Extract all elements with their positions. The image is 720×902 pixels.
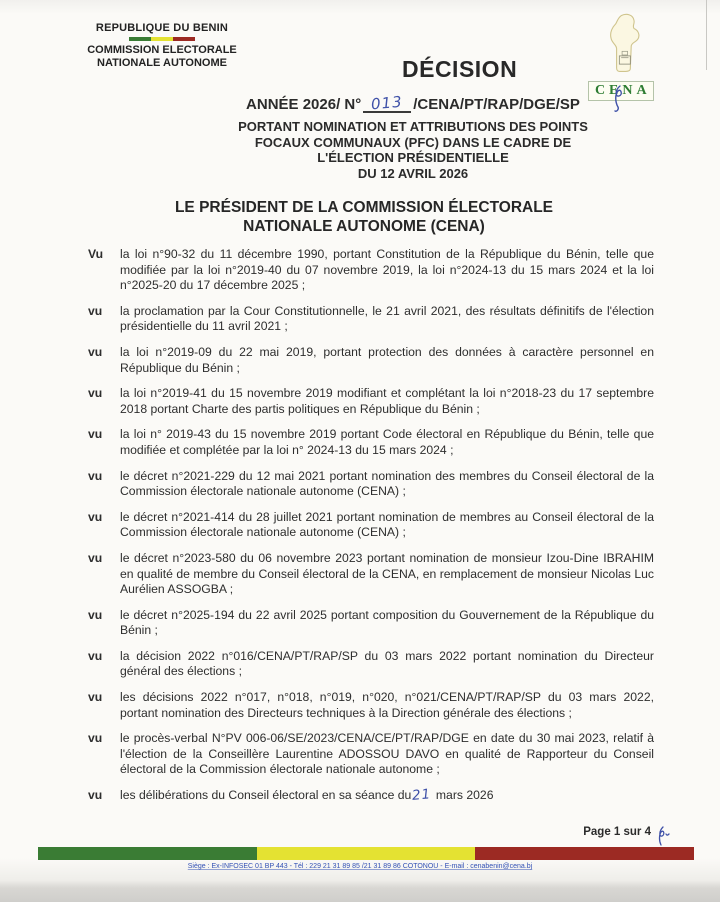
vu-label: vu xyxy=(88,344,103,359)
vu-text: le procès-verbal N°PV 006-06/SE/2023/CENA/CE/PT/RAP/DGE en date du 30 mai 2023, relatif à l'élection de la Conseillère Laurentine ADOSSOU DAVO en qualité de Rapporteur du Conseil électoral de la Commission électorale nationale autonome ; xyxy=(120,731,654,777)
footer-contact-line: Siège : Ex-INFOSEC 01 BP 443 - Tél : 229 21 31 89 85 /21 31 89 86 COTONOU - E-mail : cenabenin@cena.bj xyxy=(187,863,533,870)
vu-text: le décret n°2021-229 du 12 mai 2021 portant nomination des membres du Conseil électoral de la Commission électorale nationale autonome (CENA) ; xyxy=(120,468,654,499)
vu-text: la proclamation par la Cour Constitutionnelle, le 21 avril 2021, des résultats définitifs de l'élection présidentielle du 11 avril 2021 ; xyxy=(120,303,654,334)
vu-clause xyxy=(88,731,654,778)
vu-text: le décret n°2023-580 du 06 novembre 2023 portant nomination de monsieur Izou-Dine IBRAHIM en qualité de membre du Conseil électoral de la CENA, en remplacement de monsieur Nicolas Luc Aurélien ASSOGBA ; xyxy=(120,550,654,597)
republic-title: REPUBLIQUE DU BENIN xyxy=(95,22,229,34)
vu-clause xyxy=(88,386,654,417)
vu-clause xyxy=(88,304,654,335)
vu-clause xyxy=(88,788,654,804)
page-number-label: Page 1 sur 4 xyxy=(583,826,651,838)
vu-label: vu xyxy=(88,648,103,663)
vu-clause xyxy=(88,510,654,541)
flag-red-segment xyxy=(173,37,195,41)
decision-number-line xyxy=(168,92,658,114)
handwritten-date: 21 xyxy=(411,786,433,804)
vu-text: les décisions 2022 n°017, n°018, n°019, n°020, n°021/CENA/PT/RAP/SP du 03 mars 2022, portant nomination des Directeurs techniques à la Direction générale des élections ; xyxy=(120,690,654,720)
flag-yellow-segment xyxy=(151,37,173,41)
scan-edge-artifact xyxy=(706,0,707,70)
vu-label: vu xyxy=(88,607,103,622)
subject-line: L'ÉLECTION PRÉSIDENTIELLE xyxy=(317,150,509,166)
document-type-title: DÉCISION xyxy=(402,56,518,82)
vu-text: la loi n°90-32 du 11 décembre 1990, portant Constitution de la République du Bénin, telle que modifiée par la loi n°2019-40 du 07 novembre 2019, la loi n°2024-13 du 15 mars 2024 et la loi n°2025-20 du 17 décembre 2025 ; xyxy=(120,247,654,293)
vu-label: vu xyxy=(88,427,103,442)
decision-number-suffix: /CENA/PT/RAP/DGE/SP xyxy=(413,96,580,113)
subject-line: PORTANT NOMINATION ET ATTRIBUTIONS DES POINTS xyxy=(238,119,588,134)
benin-flag-bar-small xyxy=(129,37,195,41)
flag-yellow-segment xyxy=(257,847,476,860)
vu-text: le décret n°2021-414 du 28 juillet 2021 portant nomination de membres au Conseil électoral de la Commission électorale nationale autonome (CENA) ; xyxy=(120,509,654,540)
vu-label: vu xyxy=(88,509,103,524)
vu-label: vu xyxy=(88,690,103,705)
handwritten-decision-number: 013 xyxy=(370,92,404,114)
vu-text: le décret n°2025-194 du 22 avril 2025 portant composition du Gouvernement de la République du Bénin ; xyxy=(120,607,654,638)
vu-text: la loi n°2019-09 du 22 mai 2019, portant protection des données à caractère personnel en République du Bénin ; xyxy=(120,344,654,375)
vu-text: la loi n°2019-41 du 15 novembre 2019 modifiant et complétant la loi n°2018-23 du 17 septembre 2018 portant Charte des partis politiques en République du Bénin ; xyxy=(120,386,654,416)
decision-number-prefix: ANNÉE 2026/ N° xyxy=(246,96,362,113)
flag-green-segment xyxy=(129,37,151,41)
vu-clause xyxy=(88,551,654,598)
title-block xyxy=(168,92,658,181)
benin-map-icon xyxy=(594,12,652,76)
vu-label: vu xyxy=(88,386,103,401)
vu-clause xyxy=(88,427,654,458)
vu-clause xyxy=(88,649,654,680)
vu-label: vu xyxy=(88,303,103,318)
vu-label: vu xyxy=(88,468,103,483)
flag-red-segment xyxy=(475,847,694,860)
issuer-heading-line2: NATIONALE AUTONOME (CENA) xyxy=(243,218,485,236)
issuer-heading xyxy=(4,198,720,237)
vu-label: vu xyxy=(88,550,103,565)
vu-clause xyxy=(88,247,654,294)
vu-text: les délibérations du Conseil électoral en sa séance du21 mars 2026 xyxy=(120,786,494,804)
decision-subject xyxy=(168,119,658,181)
cena-logo-wordmark: CENA xyxy=(588,81,654,101)
vu-label: Vu xyxy=(88,247,104,261)
commission-name xyxy=(84,44,240,71)
vu-clause xyxy=(88,690,654,721)
subject-line: DU 12 AVRIL 2026 xyxy=(357,165,469,181)
decision-number-blank xyxy=(363,92,411,114)
vu-clauses-list xyxy=(88,247,654,804)
commission-line2: NATIONALE AUTONOME xyxy=(97,57,227,70)
commission-line1: COMMISSION ELECTORALE xyxy=(87,44,237,56)
letterhead xyxy=(84,22,240,71)
vu-text: la loi n° 2019-43 du 15 novembre 2019 portant Code électoral en République du Bénin, telle que modifiée et complétée par la loi n° 2024-13 du 15 mars 2024 ; xyxy=(120,427,654,457)
flag-green-segment xyxy=(38,847,257,860)
vu-label: vu xyxy=(88,731,103,746)
vu-clause xyxy=(88,469,654,500)
issuer-heading-line1: LE PRÉSIDENT DE LA COMMISSION ÉLECTORALE xyxy=(174,199,554,216)
benin-flag-bar-footer xyxy=(38,847,694,860)
vu-clause xyxy=(88,345,654,376)
vu-label: vu xyxy=(88,788,103,803)
subject-line: FOCAUX COMMUNAUX (PFC) DANS LE CADRE DE xyxy=(254,134,572,150)
vu-text: la décision 2022 n°016/CENA/PT/RAP/SP du 03 mars 2022 portant nomination du Directeur général des élections ; xyxy=(120,648,654,679)
vu-clause xyxy=(88,608,654,639)
